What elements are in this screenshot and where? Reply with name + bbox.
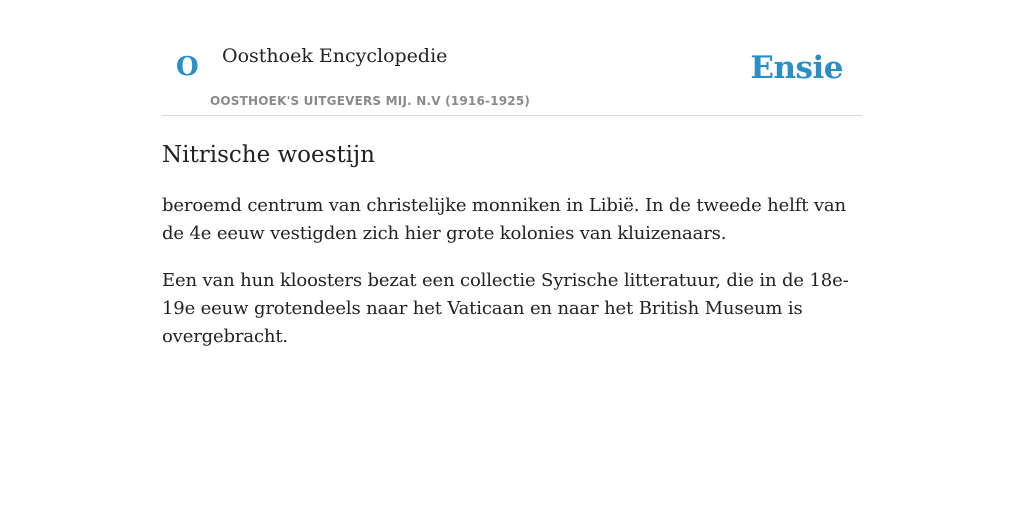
entry-title: Nitrische woestijn <box>162 142 375 168</box>
ensie-brand-link[interactable]: Ensie <box>750 50 843 86</box>
article-paragraph-1: beroemd centrum van christelijke monniken in Libië. In de tweede helft van de 4e eeuw vestigden zich hier grote kolonies van kluizenaars. <box>162 195 846 244</box>
site-title[interactable]: Oosthoek Encyclopedie <box>222 45 448 67</box>
site-header <box>162 0 862 116</box>
encyclopedia-logo-icon[interactable]: O <box>176 52 199 82</box>
article-paragraph-2: Een van hun kloosters bezat een collectie Syrische litteratuur, die in de 18e-19e eeuw grotendeels naar het Vaticaan en naar het British Museum is overgebracht. <box>162 270 849 347</box>
page-container <box>162 0 862 351</box>
article <box>162 140 862 351</box>
publisher-subtitle: OOSTHOEK'S UITGEVERS MIJ. N.V (1916-1925) <box>210 94 531 108</box>
